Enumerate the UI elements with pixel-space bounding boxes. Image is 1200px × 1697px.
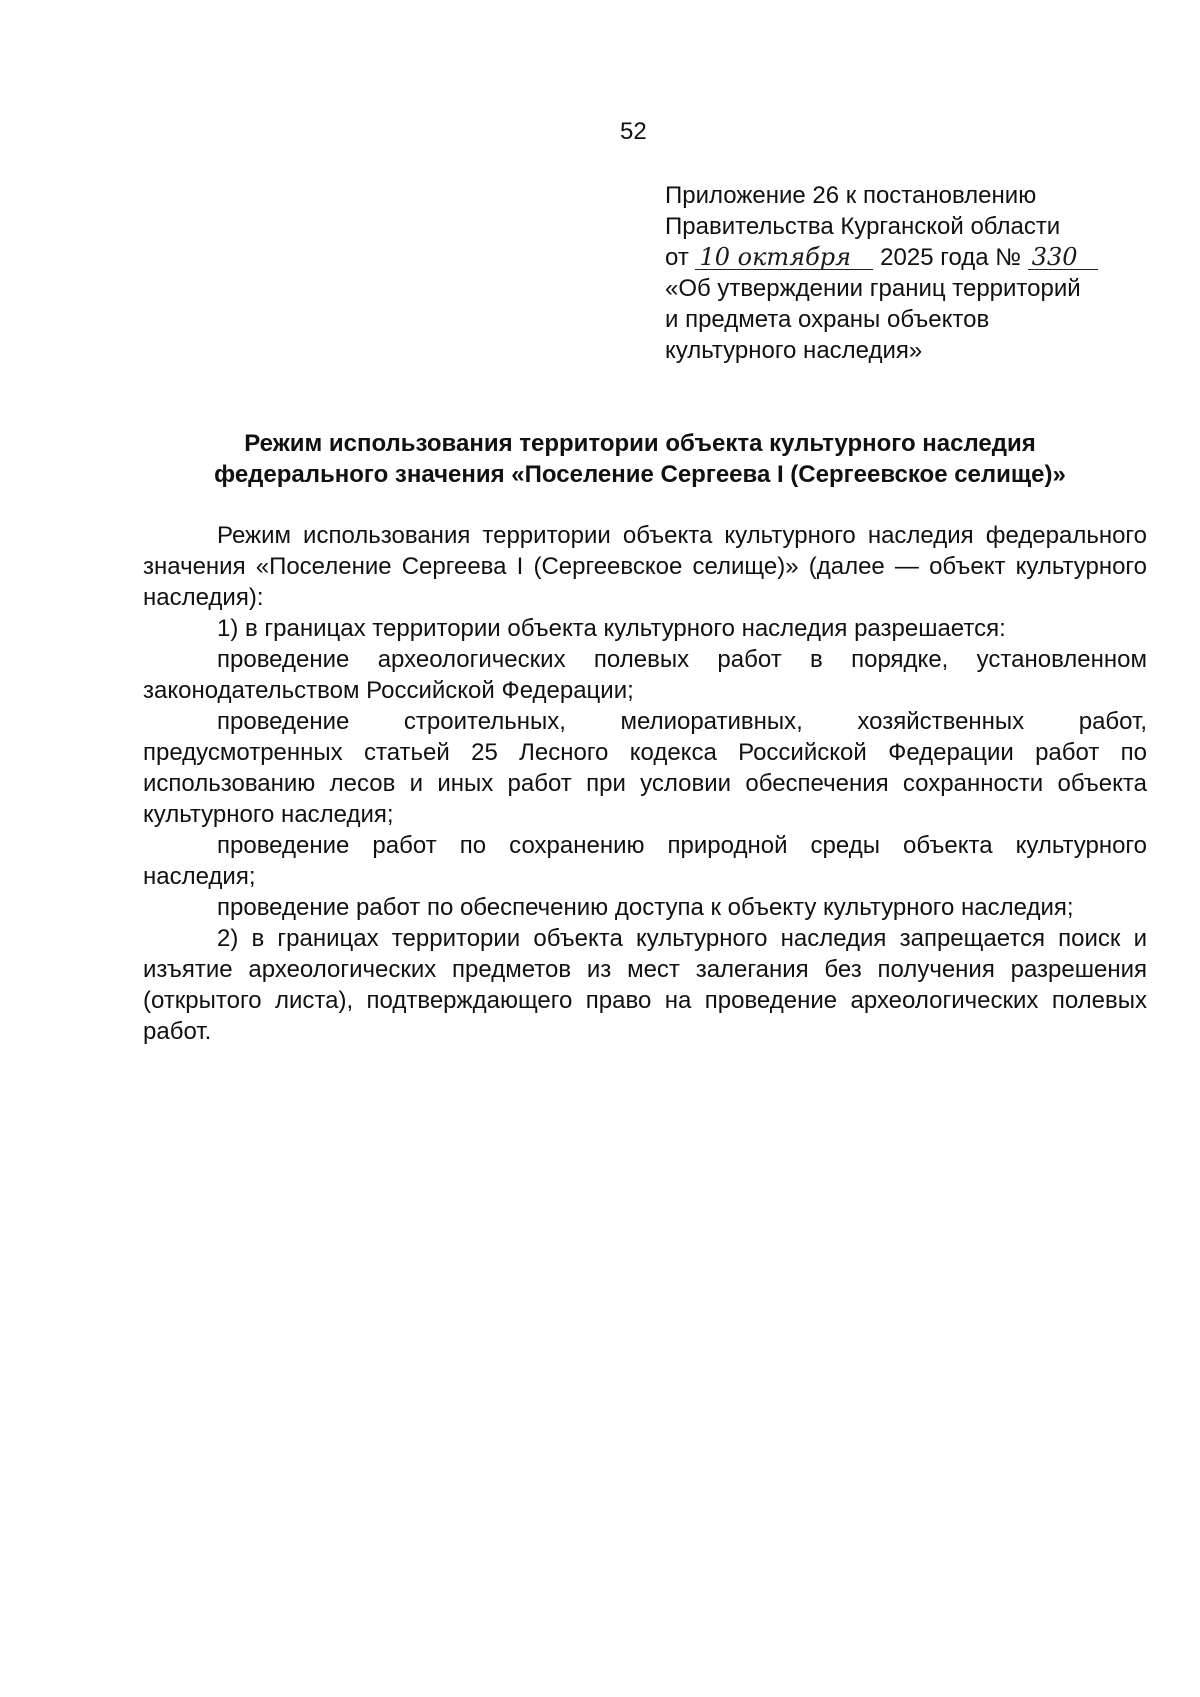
appendix-line-5: и предмета охраны объектов — [665, 306, 990, 333]
handwritten-number: 330 — [1028, 245, 1098, 270]
title-line-1: Режим использования территории объекта культурного наследия — [244, 430, 1036, 457]
paragraph-access: проведение работ по обеспечению доступа к объекту культурного наследия; — [217, 894, 1074, 921]
paragraph-construction: проведение строительных, мелиоративных, хозяйственных работ, предусмотренных статьей 25 Лесного кодекса Российской Федерации работ по использованию лесов и иных работ при условии обеспечения сохранности объекта культурного наследия; — [143, 708, 1147, 828]
paragraph-archaeology: проведение археологических полевых работ в порядке, установленном законодательством Российской Федерации; — [143, 646, 1147, 704]
title-line-2: федерального значения «Поселение Сергеева I (Сергеевское селище)» — [214, 461, 1066, 488]
appendix-line-3 — [665, 242, 1145, 273]
paragraph-intro: Режим использования территории объекта культурного наследия федерального значения «Поселение Сергеева I (Сергеевское селище)» (далее — объект культурного наследия): — [143, 522, 1147, 611]
appendix-block — [665, 180, 1145, 366]
paragraph-environment: проведение работ по сохранению природной среды объекта культурного наследия; — [143, 832, 1147, 890]
paragraph-item-2: 2) в границах территории объекта культурного наследия запрещается поиск и изъятие археологических предметов из мест залегания без получения разрешения (открытого листа), подтверждающего право на проведение археологических полевых работ. — [143, 925, 1147, 1045]
paragraph-item-1: 1) в границах территории объекта культурного наследия разрешается: — [217, 615, 1006, 642]
appendix-line-6: культурного наследия» — [665, 337, 923, 364]
appendix-line-1: Приложение 26 к постановлению — [665, 182, 1037, 209]
appendix-year-text: 2025 года № — [880, 244, 1022, 271]
appendix-from-prefix: от — [665, 244, 689, 271]
handwritten-date: 10 октября — [695, 245, 873, 270]
appendix-line-2: Правительства Курганской области — [665, 213, 1061, 240]
document-title — [140, 428, 1140, 490]
appendix-line-4: «Об утверждении границ территорий — [665, 275, 1081, 302]
document-body — [143, 520, 1147, 1047]
page-number: 52 — [620, 118, 647, 145]
